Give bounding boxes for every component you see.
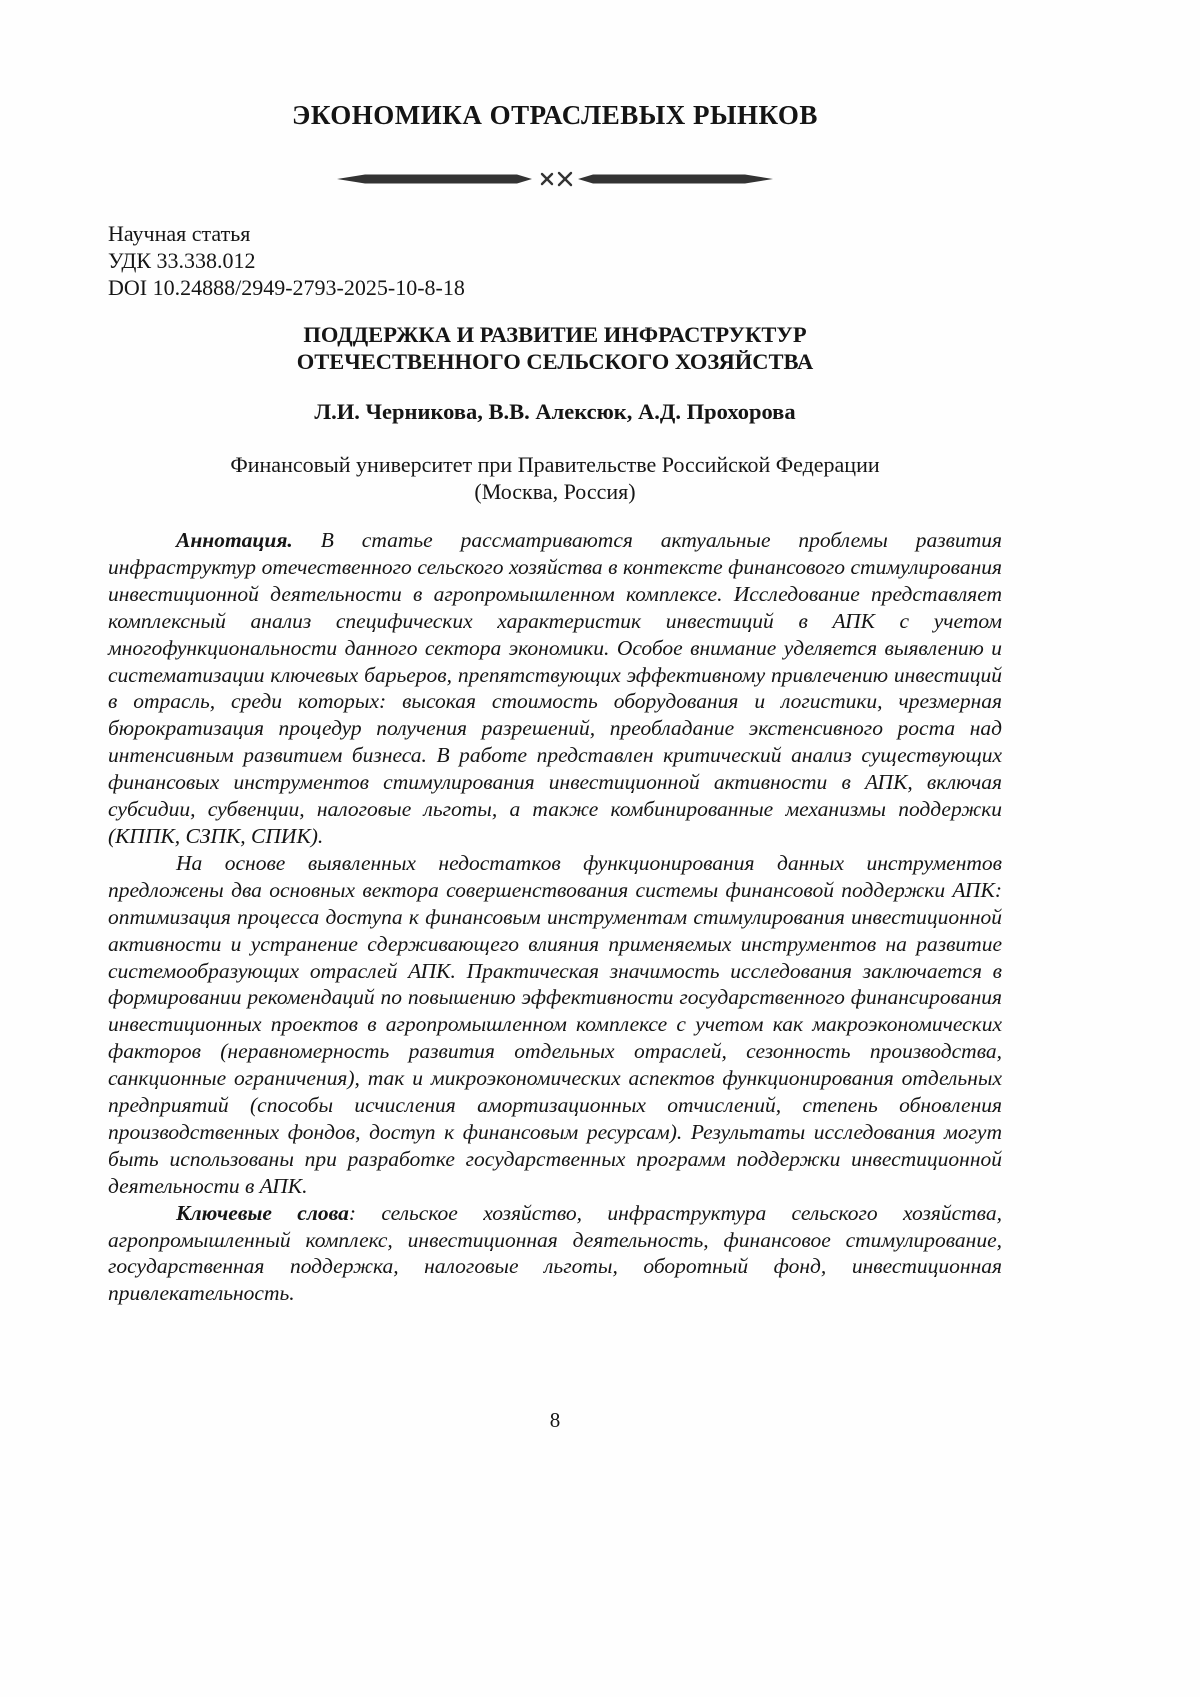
- abstract-block: [108, 527, 1002, 1307]
- ornamental-divider-graphic: [335, 169, 775, 189]
- keywords-label: Ключевые слова: [176, 1200, 349, 1225]
- authors-line: Л.И. Черникова, В.В. Алексюк, А.Д. Прохорова: [314, 399, 796, 424]
- affiliation-line2: (Москва, Россия): [474, 479, 636, 504]
- article-title-line2: ОТЕЧЕСТВЕННОГО СЕЛЬСКОГО ХОЗЯЙСТВА: [296, 349, 814, 374]
- abstract-label: Аннотация.: [176, 528, 293, 552]
- article-type: Научная статья: [108, 221, 251, 246]
- doi-code: DOI 10.24888/2949-2793-2025-10-8-18: [108, 275, 465, 300]
- page-number: 8: [549, 1408, 561, 1432]
- abstract-paragraph-1: [108, 527, 1002, 850]
- affiliation: [108, 451, 1002, 505]
- article-meta: [108, 220, 1002, 301]
- affiliation-line1: Финансовый университет при Правительстве Российской Федерации: [230, 452, 880, 477]
- keywords-paragraph: [108, 1200, 1002, 1308]
- journal-section-header: ЭКОНОМИКА ОТРАСЛЕВЫХ РЫНКОВ: [292, 100, 818, 130]
- abstract-paragraph-2: На основе выявленных недостатков функционирования данных инструментов предложены два основных вектора совершенствования системы финансовой поддержки АПК: оптимизация процесса доступа к финансовым инструментам стимулирования инвестиционной активности и устранение сдерживающего влияния применяемых инструментов на развитие системообразующих отраслей АПК. Практическая значимость исследования заключается в формировании рекомендаций по повышению эффективности государственного финансирования инвестиционных проектов в агропромышленном комплексе с учетом как макроэкономических факторов (неравномерность развития отдельных отраслей, сезонность производства, санкционные ограничения), так и микроэкономических аспектов функционирования отдельных предприятий (способы исчисления амортизационных отчислений, степень обновления производственных фондов, доступ к финансовым ресурсам). Результаты исследования могут быть использованы при разработке государственных программ поддержки инвестиционной деятельности в АПК.: [108, 850, 1002, 1198]
- udc-code: УДК 33.338.012: [108, 248, 256, 273]
- ornamental-divider: [335, 169, 775, 194]
- keywords-text: : сельское хозяйство, инфраструктура сельского хозяйства, агропромышленный комплекс, инвестиционная деятельность, финансовое стимулирование, государственная поддержка, налоговые льготы, оборотный фонд, инвестиционная привлекательность.: [108, 1200, 1002, 1306]
- article-title: [108, 321, 1002, 375]
- article-title-line1: ПОДДЕРЖКА И РАЗВИТИЕ ИНФРАСТРУКТУР: [303, 322, 807, 347]
- abstract-text-1: В статье рассматриваются актуальные проблемы развития инфраструктур отечественного сельского хозяйства в контексте финансового стимулирования инвестиционной деятельности в агропромышленном комплексе. Исследование представляет комплексный анализ специфических характеристик инвестиций в АПК с учетом многофункциональности данного сектора экономики. Особое внимание уделяется выявлению и систематизации ключевых барьеров, препятствующих эффективному привлечению инвестиций в отрасль, среди которых: высокая стоимость оборудования и логистики, чрезмерная бюрократизация процедур получения разрешений, преобладание экстенсивного роста над интенсивным развитием бизнеса. В работе представлен критический анализ существующих финансовых инструментов стимулирования инвестиционной активности в АПК, включая субсидии, субвенции, налоговые льготы, а также комбинированные механизмы поддержки (КППК, СЗПК, СПИК).: [108, 528, 1003, 848]
